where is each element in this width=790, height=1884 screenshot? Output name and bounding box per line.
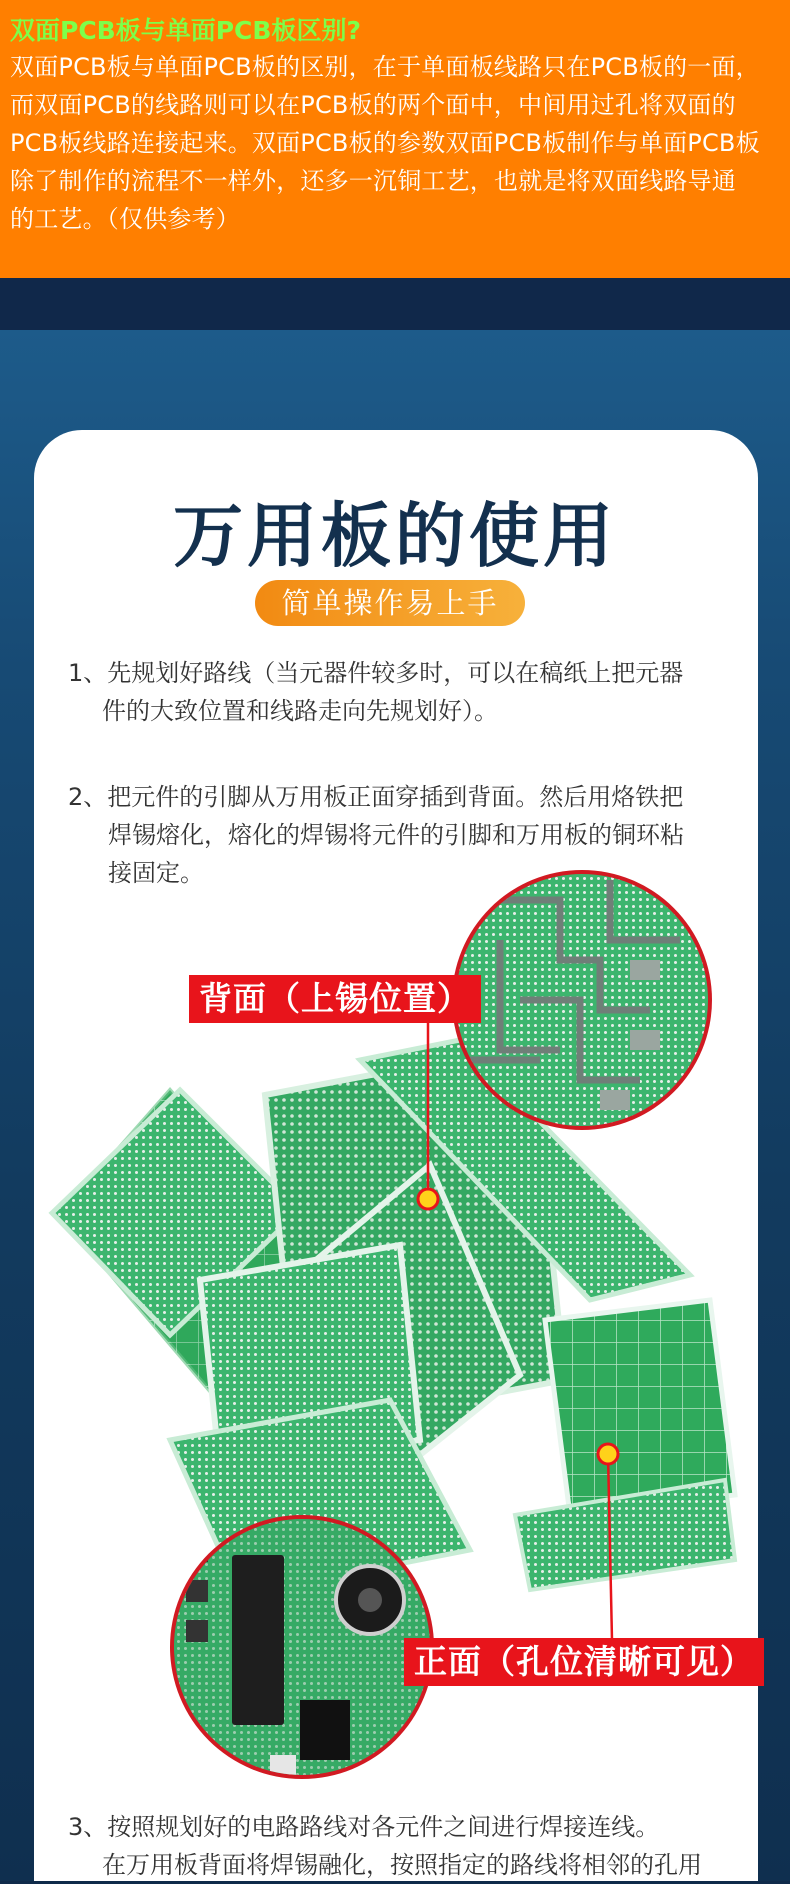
intro-line: 除了制作的流程不一样外，还多一沉铜工艺，也就是将双面线路导通 (10, 167, 736, 195)
step-2-line-2: 焊锡熔化，熔化的焊锡将元件的引脚和万用板的铜环粘 (108, 821, 684, 849)
front-side-label: 正面（孔位清晰可见） (404, 1638, 764, 1686)
step-1-line-2: 件的大致位置和线路走向先规划好）。 (102, 697, 498, 725)
subtitle-pill: 简单操作易上手 (255, 580, 525, 626)
intro-title: 双面PCB板与单面PCB板区别? (10, 16, 361, 45)
back-side-label: 背面（上锡位置） (189, 975, 481, 1023)
step-1-line-1: 1、先规划好路线（当元器件较多时，可以在稿纸上把元器 (68, 659, 684, 687)
step-2-line-1: 2、把元件的引脚从万用板正面穿插到背面。然后用烙铁把 (68, 783, 684, 811)
intro-line: 而双面PCB的线路则可以在PCB板的两个面中，中间用过孔将双面的 (10, 91, 736, 119)
step-3-line-1: 3、按照规划好的电路路线对各元件之间进行焊接连线。 (68, 1813, 660, 1841)
step-2-line-3: 接固定。 (108, 859, 204, 887)
front-zoom-circle (170, 1515, 435, 1780)
step-3 (68, 1808, 728, 1884)
board-grid-right (515, 1300, 735, 1590)
intro-line: PCB板线路连接起来。双面PCB板的参数双面PCB板制作与单面PCB板 (10, 129, 760, 157)
section-title: 万用板的使用 (173, 495, 617, 577)
intro-line: 的工艺。（仅供参考） (10, 205, 240, 233)
step-3-line-2: 在万用板背面将焊锡融化，按照指定的路线将相邻的孔用 (102, 1851, 702, 1879)
intro-line: 双面PCB板与单面PCB板的区别，在于单面板线路只在PCB板的一面， (10, 53, 760, 81)
